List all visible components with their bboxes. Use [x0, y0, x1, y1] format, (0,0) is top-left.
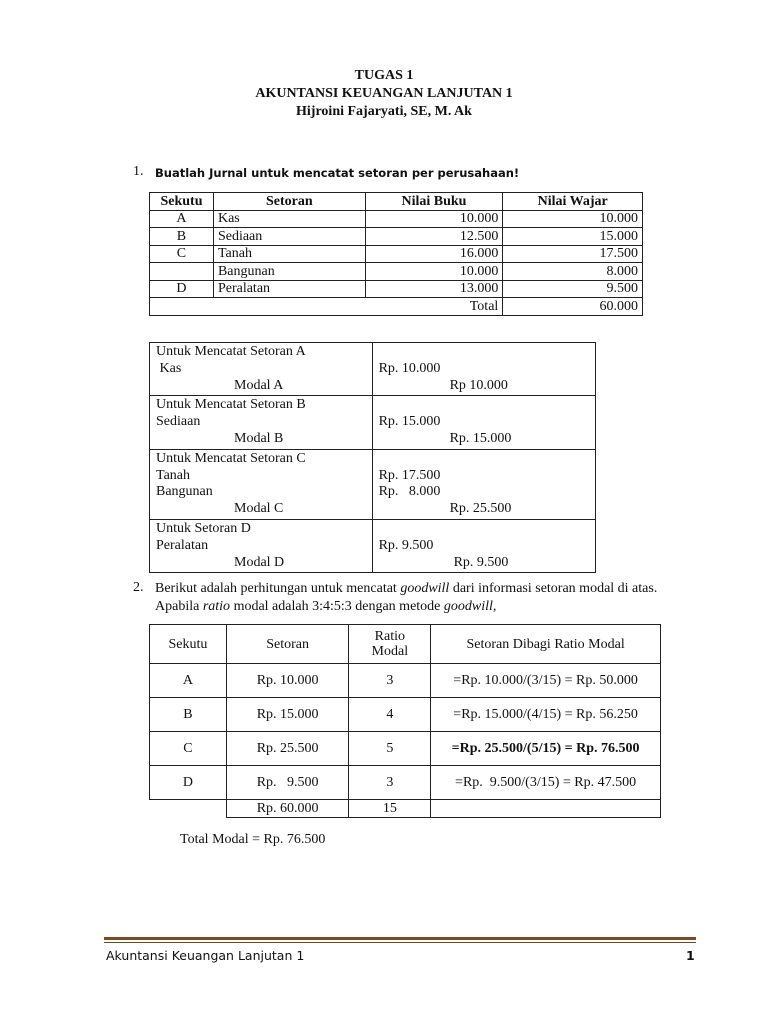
table-row	[150, 664, 661, 698]
journal-title: Untuk Mencatat Setoran A	[156, 344, 306, 359]
table-row	[150, 228, 643, 246]
cell: Rp. 9.500	[226, 766, 349, 800]
cell: D	[150, 766, 227, 800]
col-nilai-wajar: Nilai Wajar	[503, 193, 643, 211]
cell: Bangunan	[213, 263, 365, 281]
credit-amount: Rp 10.000	[449, 377, 508, 393]
cell: =Rp. 10.000/(3/15) = Rp. 50.000	[431, 664, 661, 698]
q2-text-italic: goodwill	[400, 581, 450, 596]
debit-account: Bangunan	[156, 484, 213, 500]
credit-amount: Rp. 15.000	[449, 430, 512, 446]
credit-account: Modal B	[234, 430, 284, 446]
q2-text-italic: goodwill,	[443, 599, 497, 614]
journal-entry-d	[150, 519, 596, 572]
col-ratio-modal	[349, 625, 431, 664]
total-label: Total	[150, 298, 503, 316]
cell	[150, 263, 214, 281]
course-title: AKUNTANSI KEUANGAN LANJUTAN 1	[255, 86, 513, 101]
cell: Tanah	[213, 245, 365, 263]
cell: 13.000	[365, 280, 503, 298]
col-sekutu: Sekutu	[150, 193, 214, 211]
question-1-text: Buatlah Jurnal untuk mencatat setoran per perusahaan!	[155, 166, 520, 180]
journal-title: Untuk Mencatat Setoran B	[156, 397, 306, 413]
cell: Rp. 10.000	[226, 664, 349, 698]
table-row	[150, 766, 661, 800]
cell-highlight: =Rp. 25.500/(5/15) = Rp. 76.500	[431, 732, 661, 766]
cell: =Rp. 9.500/(3/15) = Rp. 47.500	[431, 766, 661, 800]
journal-accounts	[150, 519, 373, 572]
cell: Kas	[213, 210, 365, 228]
journal-accounts	[150, 396, 373, 449]
header-line: Modal	[371, 644, 409, 659]
q2-text-part: Berikut adalah perhitungan untuk mencatat	[155, 581, 401, 596]
cell: B	[150, 698, 227, 732]
journal-title: Untuk Setoran D	[156, 520, 251, 536]
credit-amount: Rp. 9.500	[453, 554, 509, 570]
cell: A	[150, 664, 227, 698]
total-setoran: Rp. 60.000	[226, 800, 349, 818]
debit-amount: Rp. 9.500	[378, 537, 434, 553]
cell: D	[150, 280, 214, 298]
table-total-row	[150, 800, 661, 818]
debit-amount: Rp. 17.500	[378, 467, 441, 483]
cell: 10.000	[365, 210, 503, 228]
table-header-row	[150, 193, 643, 211]
journal-amounts	[372, 449, 595, 519]
table-row	[150, 698, 661, 732]
debit-amount: Rp. 15.000	[378, 414, 441, 430]
table-total-row	[150, 298, 643, 316]
debit-amount: Rp. 10.000	[378, 360, 441, 376]
doc-title: TUGAS 1	[354, 68, 414, 83]
cell: B	[150, 228, 214, 246]
total-modal: Total Modal = Rp. 76.500	[180, 832, 326, 847]
footer-rule-thick	[104, 937, 696, 940]
journal-title: Untuk Mencatat Setoran C	[156, 450, 306, 466]
cell: 5	[349, 732, 431, 766]
debit-account: Kas	[156, 360, 182, 376]
cell: Rp. 25.500	[226, 732, 349, 766]
q2-text-part: modal adalah 3:4:5:3 dengan metode	[230, 599, 444, 614]
table-row	[150, 210, 643, 228]
cell: Rp. 15.000	[226, 698, 349, 732]
journal-accounts	[150, 449, 373, 519]
debit-account: Tanah	[156, 467, 191, 483]
cell: 10.000	[365, 263, 503, 281]
debit-account: Sediaan	[156, 414, 201, 430]
cell: 12.500	[365, 228, 503, 246]
cell: 16.000	[365, 245, 503, 263]
journal-accounts	[150, 343, 373, 396]
credit-account: Modal D	[234, 554, 285, 570]
cell: 17.500	[503, 245, 643, 263]
cell: =Rp. 15.000/(4/15) = Rp. 56.250	[431, 698, 661, 732]
table-row	[150, 280, 643, 298]
cell: 8.000	[503, 263, 643, 281]
journal-entry-a	[150, 343, 596, 396]
footer-rule-thin	[104, 942, 696, 943]
journal-amounts	[372, 396, 595, 449]
header-line: Ratio	[374, 629, 405, 644]
footer-title: Akuntansi Keuangan Lanjutan 1	[106, 948, 305, 963]
cell: 3	[349, 664, 431, 698]
journal-amounts	[372, 519, 595, 572]
credit-account: Modal A	[234, 377, 284, 393]
credit-amount: Rp. 25.500	[449, 501, 512, 517]
col-setoran: Setoran	[213, 193, 365, 211]
q2-text-italic: ratio	[202, 599, 231, 614]
cell: 15.000	[503, 228, 643, 246]
journal-amounts	[372, 343, 595, 396]
empty-cell	[150, 800, 227, 818]
cell: 4	[349, 698, 431, 732]
author-name: Hijroini Fajaryati, SE, M. Ak	[296, 104, 472, 119]
credit-account: Modal C	[234, 501, 284, 517]
question-1-number: 1.	[133, 164, 144, 179]
table-row	[150, 245, 643, 263]
col-sekutu: Sekutu	[150, 625, 227, 664]
question-2-number: 2.	[133, 580, 144, 595]
cell: 9.500	[503, 280, 643, 298]
table-row	[150, 263, 643, 281]
cell: C	[150, 245, 214, 263]
debit-amount: Rp. 8.000	[378, 484, 441, 500]
col-nilai-buku: Nilai Buku	[365, 193, 503, 211]
cell: Peralatan	[213, 280, 365, 298]
cell: 10.000	[503, 210, 643, 228]
ratio-table	[149, 624, 661, 818]
debit-account: Peralatan	[156, 537, 209, 553]
journal-entry-b	[150, 396, 596, 449]
cell: 3	[349, 766, 431, 800]
total-ratio: 15	[349, 800, 431, 818]
q2-text-part: dari informasi setoran modal di atas. Apabila	[155, 581, 658, 614]
col-setoran: Setoran	[226, 625, 349, 664]
setoran-table	[149, 192, 643, 316]
page-number: 1	[686, 948, 695, 963]
cell: C	[150, 732, 227, 766]
cell: Sediaan	[213, 228, 365, 246]
question-2-text	[155, 580, 695, 616]
total-value: 60.000	[503, 298, 643, 316]
table-row	[150, 732, 661, 766]
journal-table	[149, 342, 596, 573]
empty-cell	[431, 800, 661, 818]
col-setoran-dibagi: Setoran Dibagi Ratio Modal	[431, 625, 661, 664]
cell: A	[150, 210, 214, 228]
journal-entry-c	[150, 449, 596, 519]
table-header-row	[150, 625, 661, 664]
